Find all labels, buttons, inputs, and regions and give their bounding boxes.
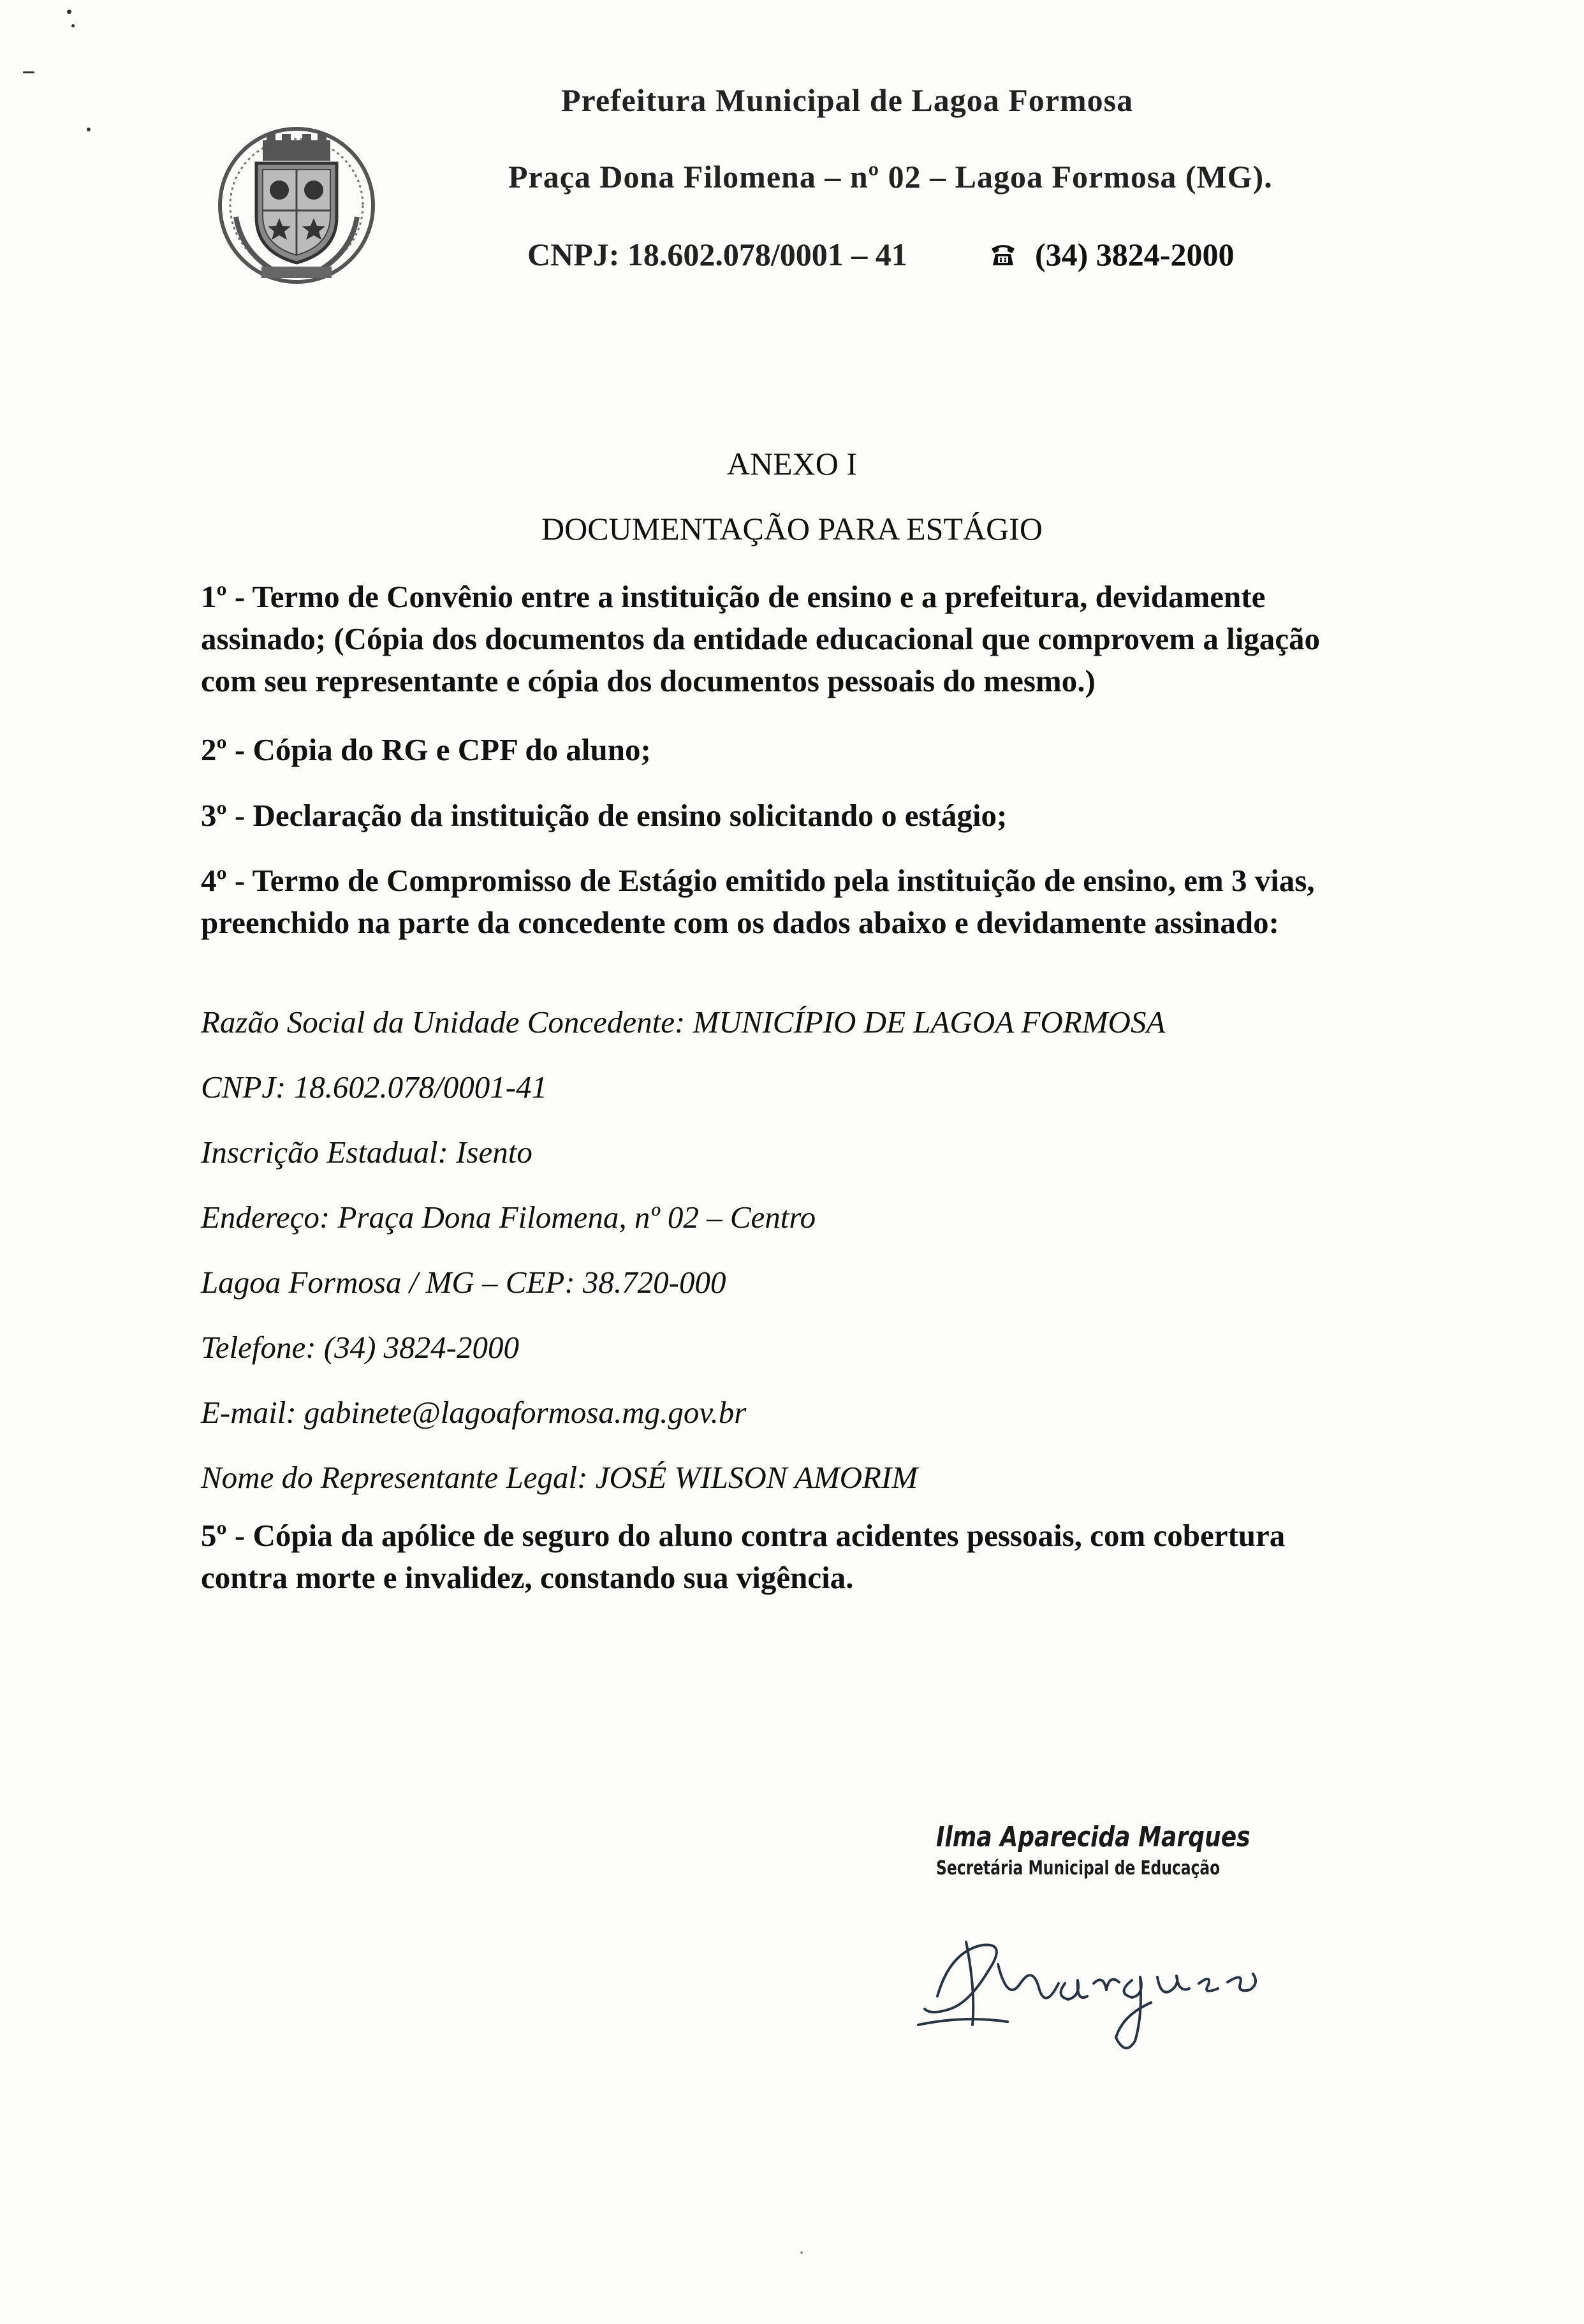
header-phone-number: (34) 3824-2000 bbox=[1035, 237, 1235, 272]
detail-company-name: Razão Social da Unidade Concedente: MUNICÍPIO DE LAGOA FORMOSA bbox=[201, 1004, 1166, 1040]
document-subject: DOCUMENTAÇÃO PARA ESTÁGIO bbox=[541, 511, 1043, 547]
detail-cnpj: CNPJ: 18.602.078/0001-41 bbox=[201, 1070, 548, 1105]
municipal-seal-icon bbox=[210, 121, 383, 290]
list-item: 2º - Cópia do RG e CPF do aluno; bbox=[201, 732, 651, 767]
telephone-icon bbox=[990, 242, 1016, 267]
handwritten-signature bbox=[912, 1913, 1269, 2060]
detail-phone: Telefone: (34) 3824-2000 bbox=[201, 1330, 519, 1365]
signature-stamp bbox=[936, 1821, 1319, 1879]
detail-state-registration: Inscrição Estadual: Isento bbox=[201, 1135, 532, 1170]
header-institution: Prefeitura Municipal de Lagoa Formosa bbox=[561, 82, 1134, 118]
scan-speck bbox=[800, 2251, 803, 2254]
header-address: Praça Dona Filomena – nº 02 – Lagoa Formosa (MG). bbox=[508, 159, 1273, 195]
header-cnpj: CNPJ: 18.602.078/0001 – 41 bbox=[527, 237, 907, 272]
detail-address: Endereço: Praça Dona Filomena, nº 02 – Centro bbox=[201, 1200, 816, 1235]
list-item: 3º - Declaração da instituição de ensino solicitando o estágio; bbox=[201, 798, 1008, 833]
detail-email: E-mail: gabinete@lagoaformosa.mg.gov.br bbox=[201, 1395, 747, 1430]
signatory-name: Ilma Aparecida Marques bbox=[936, 1821, 1250, 1853]
list-item: 1º - Termo de Convênio entre a instituição de ensino e a prefeitura, devidamente assinado; (Cópia dos documentos da entidade educacional que comprovem a ligação com seu representante e cópia dos documentos pessoais do mesmo.) bbox=[201, 579, 1321, 698]
signatory-role: Secretária Municipal de Educação bbox=[936, 1857, 1221, 1879]
scan-speck bbox=[71, 24, 75, 27]
list-item: 4º - Termo de Compromisso de Estágio emitido pela instituição de ensino, em 3 vias, preenchido na parte da concedente com os dados abaixo e devidamente assinado: bbox=[201, 863, 1315, 940]
detail-city-cep: Lagoa Formosa / MG – CEP: 38.720-000 bbox=[201, 1265, 726, 1300]
scan-speck bbox=[67, 10, 71, 14]
annex-title: ANEXO I bbox=[726, 446, 858, 482]
list-item: 5º - Cópia da apólice de seguro do aluno contra acidentes pessoais, com cobertura contra morte e invalidez, constando sua vigência. bbox=[201, 1518, 1286, 1595]
scan-speck bbox=[23, 71, 34, 73]
header-phone bbox=[990, 236, 1234, 273]
scan-speck bbox=[87, 128, 91, 131]
detail-legal-representative: Nome do Representante Legal: JOSÉ WILSON AMORIM bbox=[201, 1460, 918, 1495]
